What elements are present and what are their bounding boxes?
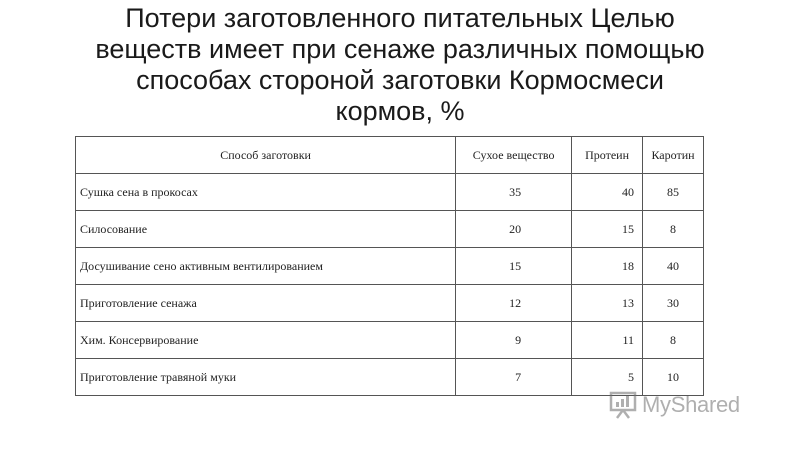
cell-carotene: 8 <box>643 322 704 359</box>
cell-method: Хим. Консервирование <box>76 322 456 359</box>
cell-carotene: 85 <box>643 174 704 211</box>
cell-protein: 40 <box>572 174 643 211</box>
cell-carotene: 40 <box>643 248 704 285</box>
cell-protein: 18 <box>572 248 643 285</box>
losses-table <box>75 136 704 396</box>
presentation-board-icon <box>608 390 638 420</box>
cell-protein: 15 <box>572 211 643 248</box>
header-dry-matter: Сухое вещество <box>456 137 572 174</box>
table-row <box>76 322 704 359</box>
title-line-2: веществ имеет при сенаже различных помощью <box>95 34 705 64</box>
cell-carotene: 8 <box>643 211 704 248</box>
table-row <box>76 285 704 322</box>
table-header-row <box>76 137 704 174</box>
header-protein: Протеин <box>572 137 643 174</box>
cell-method: Приготовление травяной муки <box>76 359 456 396</box>
myshared-watermark <box>608 389 740 421</box>
cell-method: Приготовление сенажа <box>76 285 456 322</box>
cell-dry-matter: 12 <box>456 285 572 322</box>
cell-dry-matter: 9 <box>456 322 572 359</box>
table-row <box>76 211 704 248</box>
cell-dry-matter: 20 <box>456 211 572 248</box>
cell-protein: 13 <box>572 285 643 322</box>
cell-protein: 5 <box>572 359 643 396</box>
slide-title <box>40 3 760 127</box>
cell-carotene: 30 <box>643 285 704 322</box>
cell-carotene: 10 <box>643 359 704 396</box>
cell-dry-matter: 35 <box>456 174 572 211</box>
cell-method: Сушка сена в прокосах <box>76 174 456 211</box>
header-method: Способ заготовки <box>76 137 456 174</box>
table-row <box>76 248 704 285</box>
header-carotene: Каротин <box>643 137 704 174</box>
cell-protein: 11 <box>572 322 643 359</box>
cell-method: Досушивание сено активным вентилированием <box>76 248 456 285</box>
title-line-3: способах стороной заготовки Кормосмеси <box>136 65 664 95</box>
watermark-text: MyShared <box>642 392 740 417</box>
cell-dry-matter: 15 <box>456 248 572 285</box>
cell-dry-matter: 7 <box>456 359 572 396</box>
table-row <box>76 174 704 211</box>
title-line-4: кормов, % <box>335 96 465 126</box>
title-line-1: Потери заготовленного питательных Целью <box>125 3 675 33</box>
cell-method: Силосование <box>76 211 456 248</box>
